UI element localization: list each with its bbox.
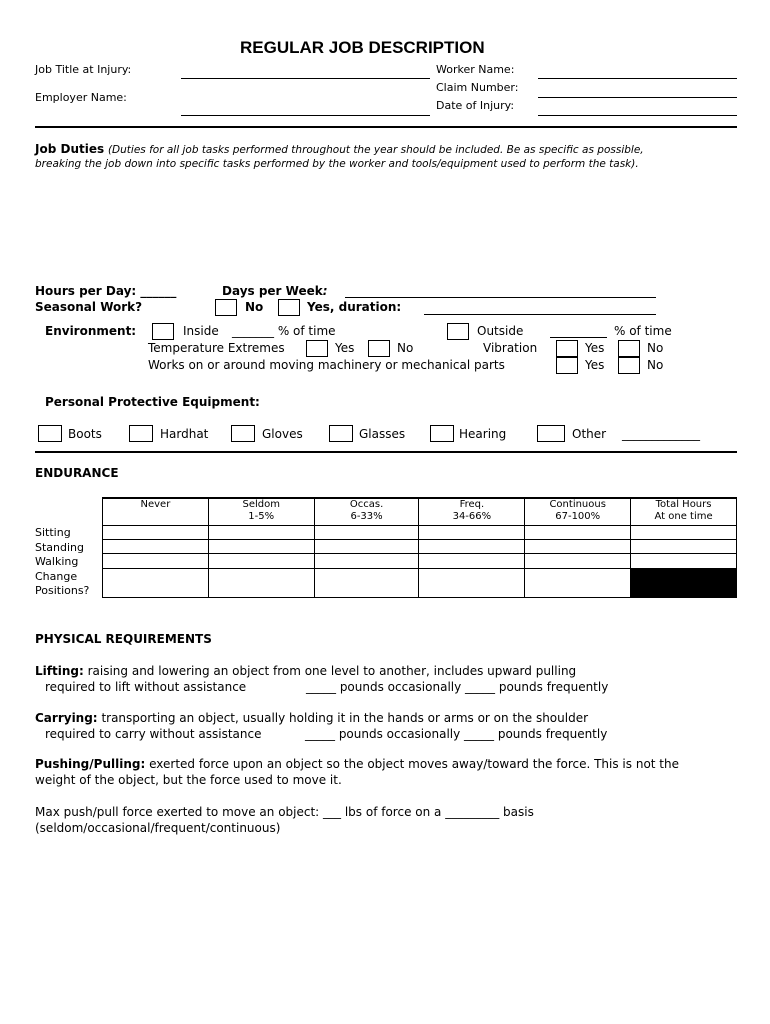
cell-standing-never[interactable] — [103, 539, 209, 553]
carrying-label: Carrying: — [35, 711, 98, 725]
cell-sitting-seldom[interactable] — [208, 525, 314, 539]
temperature-no-label: No — [397, 341, 414, 355]
row-label-positions: Positions? — [35, 584, 90, 598]
gloves-label: Gloves — [262, 427, 303, 441]
machinery-no-label: No — [647, 358, 664, 372]
machinery-yes-label: Yes — [585, 358, 605, 372]
row-label-standing: Standing — [35, 540, 85, 554]
seasonal-no-checkbox[interactable] — [215, 299, 237, 316]
other-label: Other — [572, 427, 607, 441]
cell-change-never[interactable] — [103, 568, 209, 597]
row-label-sitting: Sitting — [35, 526, 71, 539]
days-per-week-colon: : — [322, 284, 328, 298]
table-row-change-positions — [103, 568, 737, 597]
seasonal-yes-duration-label: Yes, duration: — [307, 300, 402, 314]
temperature-yes-label: Yes — [335, 341, 355, 355]
cell-standing-occasional[interactable] — [314, 539, 419, 553]
seasonal-work-label: Seasonal Work? — [35, 300, 143, 314]
cell-walking-never[interactable] — [103, 553, 209, 568]
outside-pct-field[interactable] — [550, 337, 607, 338]
table-row-standing — [103, 539, 737, 553]
cell-walking-occasional[interactable] — [314, 553, 419, 568]
col-occasional: Occas. 6-33% — [314, 498, 419, 525]
claim-number-label: Claim Number: — [436, 81, 519, 94]
lifting-blanks[interactable]: _____ pounds occasionally _____ pounds frequently — [306, 680, 609, 694]
temperature-no-checkbox[interactable] — [368, 340, 390, 357]
pushing-line-2: weight of the object, but the force used to move it. — [35, 773, 342, 787]
worker-name-field[interactable] — [538, 78, 737, 79]
cell-change-occasional[interactable] — [314, 568, 419, 597]
inside-checkbox[interactable] — [152, 323, 174, 340]
days-per-week-label — [222, 284, 328, 298]
date-of-injury-field[interactable] — [538, 115, 737, 116]
endurance-row-labels — [35, 526, 89, 599]
cell-standing-continuous[interactable] — [525, 539, 631, 553]
cell-standing-frequent[interactable] — [419, 539, 525, 553]
cell-sitting-frequent[interactable] — [419, 525, 525, 539]
cell-change-total-blocked — [631, 568, 737, 597]
physical-heading: PHYSICAL REQUIREMENTS — [35, 632, 212, 646]
seasonal-yes-checkbox[interactable] — [278, 299, 300, 316]
job-duties-label: Job Duties — [35, 142, 105, 156]
environment-label: Environment: — [45, 324, 137, 338]
vibration-label: Vibration — [483, 341, 538, 355]
cell-walking-continuous[interactable] — [525, 553, 631, 568]
col-never: Never — [103, 498, 209, 525]
job-duties-note-2: breaking the job down into specific tasks performed by the worker and tools/equipment used to perform the task). — [35, 158, 639, 170]
machinery-no-checkbox[interactable] — [618, 357, 640, 374]
vibration-no-checkbox[interactable] — [618, 340, 640, 357]
job-title-label: Job Title at Injury: — [35, 63, 132, 76]
ppe-label: Personal Protective Equipment: — [45, 395, 260, 409]
ppe-divider — [35, 451, 737, 453]
cell-sitting-continuous[interactable] — [525, 525, 631, 539]
pushing-line-1 — [35, 757, 679, 771]
carrying-text: transporting an object, usually holding it in the hands or arms or on the shoulder — [101, 711, 589, 725]
hours-per-day-label: Hours per Day: ______ — [35, 284, 177, 298]
row-label-walking: Walking — [35, 555, 79, 569]
hardhat-label: Hardhat — [160, 427, 209, 441]
pushing-text: exerted force upon an object so the object moves away/toward the force. This is not the — [149, 757, 679, 771]
endurance-table — [102, 497, 737, 598]
cell-sitting-never[interactable] — [103, 525, 209, 539]
worker-name-label: Worker Name: — [436, 63, 515, 76]
job-duties-heading — [35, 142, 644, 156]
hardhat-checkbox[interactable] — [129, 425, 153, 442]
gloves-checkbox[interactable] — [231, 425, 255, 442]
carrying-line-2: required to carry without assistance — [45, 727, 262, 741]
table-row-walking — [103, 553, 737, 568]
cell-walking-frequent[interactable] — [419, 553, 525, 568]
cell-standing-seldom[interactable] — [208, 539, 314, 553]
lifting-label: Lifting: — [35, 664, 84, 678]
employer-name-label: Employer Name: — [35, 91, 127, 104]
outside-label: Outside — [477, 324, 524, 338]
col-frequent: Freq. 34-66% — [419, 498, 525, 525]
lifting-text: raising and lowering an object from one level to another, includes upward pulling — [87, 664, 577, 678]
job-duties-note-1: (Duties for all job tasks performed throughout the year should be included. Be as specific as possible, — [107, 144, 644, 156]
boots-label: Boots — [68, 427, 102, 441]
inside-pct-time: _______ % of time — [232, 324, 336, 338]
row-label-change: Change — [35, 569, 78, 583]
col-seldom: Seldom 1-5% — [208, 498, 314, 525]
max-force-line-1[interactable]: Max push/pull force exerted to move an object: ___ lbs of force on a _________ basis — [35, 805, 534, 819]
carrying-blanks[interactable]: _____ pounds occasionally _____ pounds frequently — [305, 727, 608, 741]
temperature-label: Temperature Extremes — [148, 341, 285, 355]
employer-name-field[interactable] — [181, 115, 430, 116]
date-of-injury-label: Date of Injury: — [436, 99, 515, 112]
seasonal-duration-field[interactable] — [424, 314, 656, 315]
hearing-checkbox[interactable] — [430, 425, 454, 442]
seasonal-no-label: No — [245, 300, 264, 314]
glasses-checkbox[interactable] — [329, 425, 353, 442]
claim-number-field[interactable] — [538, 97, 737, 98]
cell-change-seldom[interactable] — [208, 568, 314, 597]
endurance-heading: ENDURANCE — [35, 466, 119, 480]
page-title: REGULAR JOB DESCRIPTION — [240, 38, 485, 57]
carrying-line-1 — [35, 711, 588, 725]
max-force-line-2: (seldom/occasional/frequent/continuous) — [35, 821, 281, 835]
hearing-label: Hearing — [459, 427, 507, 441]
days-per-week-field[interactable] — [345, 297, 656, 298]
cell-change-continuous[interactable] — [525, 568, 631, 597]
endurance-header-row — [103, 498, 737, 525]
other-blank[interactable]: _____________ — [622, 427, 700, 441]
cell-sitting-occasional[interactable] — [314, 525, 419, 539]
job-title-field[interactable] — [181, 78, 430, 79]
cell-standing-total[interactable] — [631, 539, 737, 553]
cell-walking-seldom[interactable] — [208, 553, 314, 568]
lifting-line-1 — [35, 664, 576, 678]
cell-walking-total[interactable] — [631, 553, 737, 568]
lifting-line-2: required to lift without assistance — [45, 680, 247, 694]
glasses-label: Glasses — [359, 427, 406, 441]
machinery-yes-checkbox[interactable] — [556, 357, 578, 374]
cell-sitting-total[interactable] — [631, 525, 737, 539]
boots-checkbox[interactable] — [38, 425, 62, 442]
cell-change-frequent[interactable] — [419, 568, 525, 597]
outside-checkbox[interactable] — [447, 323, 469, 340]
vibration-yes-label: Yes — [585, 341, 605, 355]
days-per-week-text: Days per Week — [222, 284, 323, 298]
col-total-hours: Total Hours At one time — [631, 498, 737, 525]
vibration-no-label: No — [647, 341, 664, 355]
other-checkbox[interactable] — [537, 425, 565, 442]
header-divider — [35, 126, 737, 128]
vibration-yes-checkbox[interactable] — [556, 340, 578, 357]
machinery-label: Works on or around moving machinery or mechanical parts — [148, 358, 505, 372]
table-row-sitting — [103, 525, 737, 539]
inside-label: Inside — [183, 324, 219, 338]
temperature-yes-checkbox[interactable] — [306, 340, 328, 357]
col-continuous: Continuous 67-100% — [525, 498, 631, 525]
pushing-label: Pushing/Pulling: — [35, 757, 146, 771]
outside-pct-time: % of time — [614, 324, 672, 338]
job-duties-area[interactable] — [35, 176, 737, 276]
